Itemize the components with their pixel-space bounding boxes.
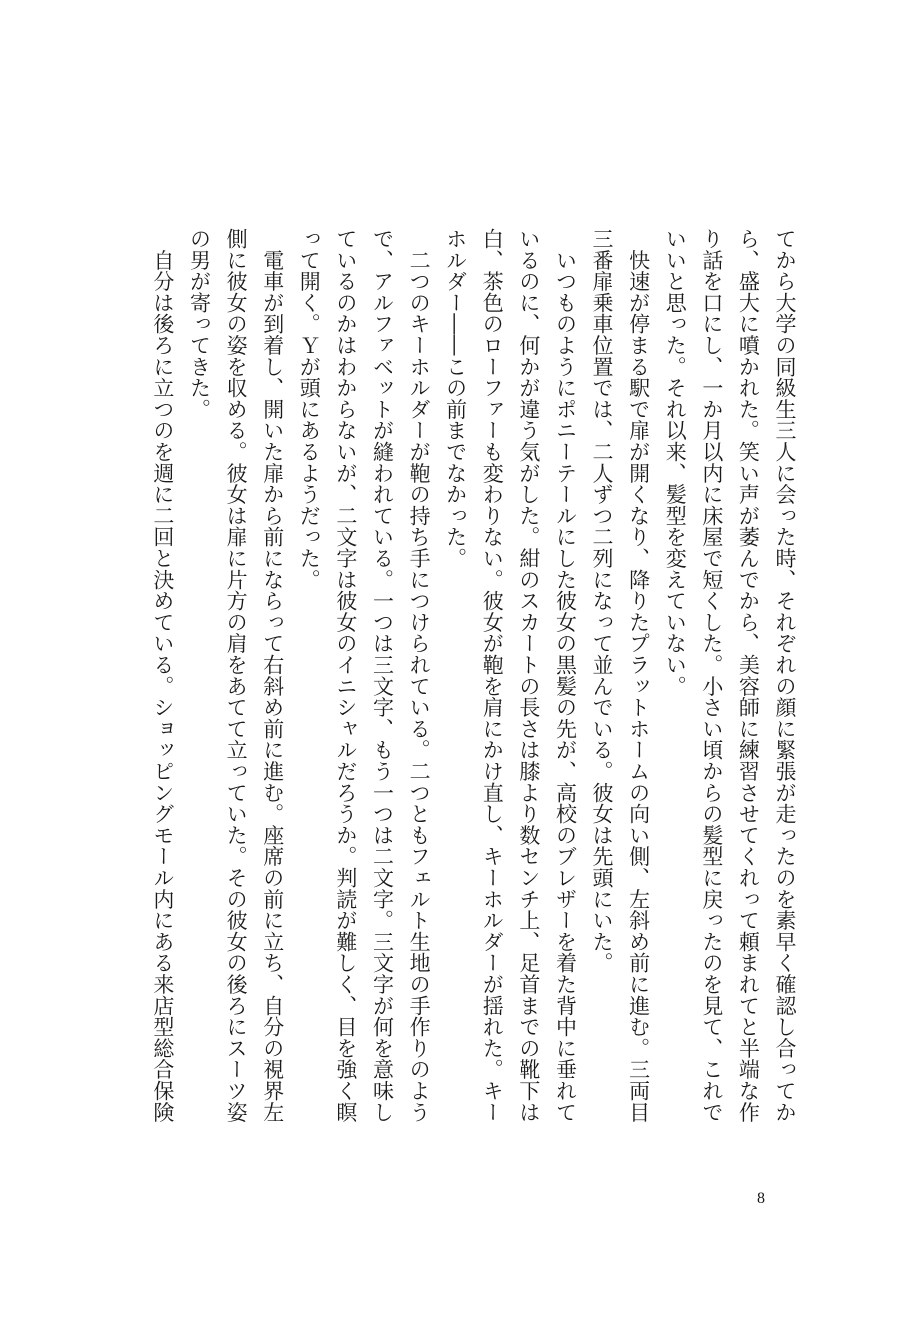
text-line: で、アルファベットが縫われている。一つは三文字、もう一つは二文字。三文字が何を意味し [370,228,395,1123]
text-line: ているのかはわからないが、二文字は彼女のイニシャルだろうか。判読が難しく、目を強く瞑 [333,228,358,1123]
page-number: 8 [757,1190,765,1207]
text-line: いつものようにポニーテールにした彼女の黒髪の先が、高校のブレザーを着た背中に垂れて [553,228,578,1123]
text-line: ホルダー――この前までなかった。 [443,228,468,569]
text-line: 快速が停まる駅で扉が開くなり、降りたプラットホームの向い側、左斜め前に進む。三両目 [626,228,651,1123]
text-line: ら、盛大に噴かれた。笑い声が萎んでから、美容師に練習させてくれって頼まれてと半端な作 [736,228,761,1123]
text-line: いいと思った。それ以来、髪型を変えていない。 [663,228,688,697]
text-line: 白、茶色のローファーも変わりない。彼女が鞄を肩にかけ直し、キーホルダーが揺れた。キー [480,228,505,1123]
text-line: 三番扉乗車位置では、二人ずつ二列になって並んでいる。彼女は先頭にいた。 [590,228,615,974]
vertical-text-body [144,228,803,1160]
text-line: 側に彼女の姿を収める。彼女は扉に片方の肩をあてて立っていた。その彼女の後ろにスーツ姿 [224,228,249,1123]
text-line: り話を口にし、一か月以内に床屋で短くした。小さい頃からの髪型に戻ったのを見て、これで [699,228,724,1123]
text-line: 電車が到着し、開いた扉から前にならって右斜め前に進む。座席の前に立ち、自分の視界左 [260,228,285,1123]
text-line: てから大学の同級生三人に会った時、それぞれの顔に緊張が走ったのを素早く確認し合ってか [773,228,797,1123]
text-line: 二つのキーホルダーが鞄の持ち手につけられている。二つともフェルト生地の手作りのよう [407,228,432,1123]
text-line: って開く。Ｙが頭にあるようだった。 [297,228,322,591]
text-line: の男が寄ってきた。 [187,228,212,420]
text-line: 自分は後ろに立つのを週に二回と決めている。ショッピングモール内にある来店型総合保険 [150,228,175,1123]
text-line: いるのに、何かが違う気がした。紺のスカートの長さは膝より数センチ上、足首までの靴下は [516,228,541,1123]
